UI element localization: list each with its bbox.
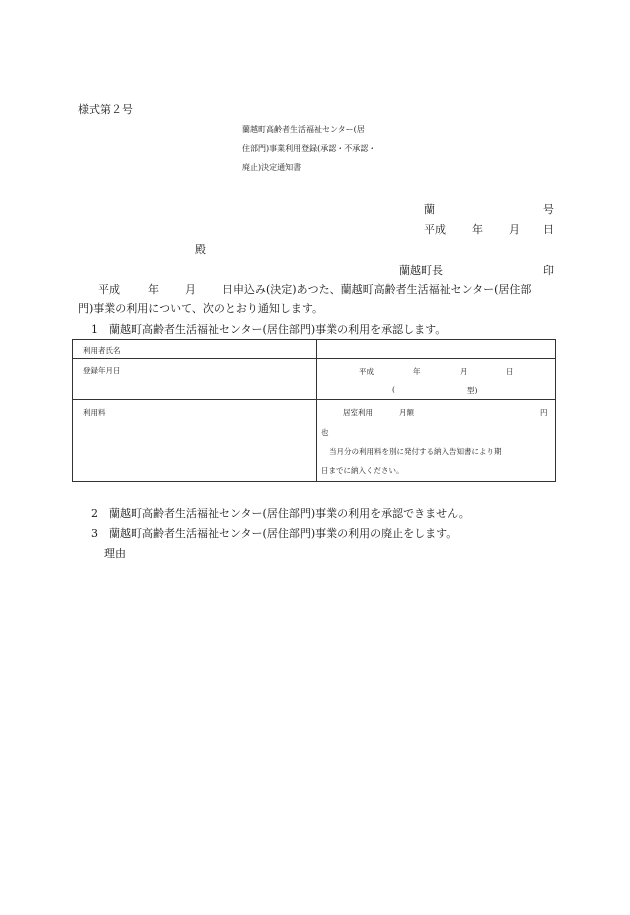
- ref-suffix: 号: [543, 203, 554, 216]
- table-fee-note1: 当月分の利用料を別に発付する納入告知書により期: [329, 447, 502, 456]
- table-divider-row2: [73, 399, 555, 400]
- table-fee-monthly: 月額: [399, 408, 414, 417]
- body-line1-rest: 日申込み(決定)あつた、蘭越町高齢者生活福祉センター(居住部: [222, 283, 532, 296]
- table-divider-vertical: [316, 340, 317, 481]
- doc-title-line2: 住部門)事業利用登録(承認・不承認・: [242, 144, 377, 153]
- form-number: 様式第２号: [78, 103, 133, 116]
- table-date-year: 年: [413, 367, 421, 376]
- fee-table: [72, 339, 556, 482]
- table-label-date: 登録年月日: [83, 366, 121, 375]
- table-fee-yen: 円: [540, 408, 548, 417]
- header-month: 月: [509, 223, 520, 236]
- item-3: 3 蘭越町高齢者生活福祉センター(居住部門)事業の利用の廃止をします。: [91, 527, 458, 540]
- table-divider-row1: [73, 358, 555, 359]
- body-era: 平成: [98, 283, 120, 296]
- table-date-era: 平成: [359, 367, 374, 376]
- table-date-day: 日: [506, 367, 514, 376]
- body-line2: 門)事業の利用について、次のとおり通知します。: [78, 302, 323, 315]
- body-year: 年: [148, 283, 159, 296]
- table-fee-room: 居室利用: [343, 408, 373, 417]
- table-date-month: 月: [460, 367, 468, 376]
- table-label-fee: 利用料: [83, 408, 106, 417]
- reason-label: 理由: [104, 547, 126, 560]
- ref-prefix: 蘭: [424, 203, 435, 216]
- doc-title-line3: 廃止)決定通知書: [242, 163, 302, 172]
- table-type-open: (: [392, 385, 395, 394]
- table-label-name: 利用者氏名: [83, 346, 121, 355]
- header-day: 日: [543, 223, 554, 236]
- table-fee-note2: 日までに納入ください。: [321, 466, 404, 475]
- doc-title-line1: 蘭越町高齢者生活福祉センター(居: [242, 125, 365, 134]
- issuer-seal: 印: [543, 264, 554, 277]
- table-type-close: 型): [467, 386, 478, 395]
- item-1: 1 蘭越町高齢者生活福祉センター(居住部門)事業の利用を承認します。: [91, 323, 447, 336]
- header-year: 年: [472, 223, 483, 236]
- addressee-suffix: 殿: [195, 243, 206, 256]
- issuer-name: 蘭越町長: [399, 264, 443, 277]
- body-month: 月: [185, 283, 196, 296]
- table-fee-nari: 也: [321, 428, 329, 437]
- header-era: 平成: [424, 223, 446, 236]
- item-2: 2 蘭越町高齢者生活福祉センター(居住部門)事業の利用を承認できません。: [91, 507, 470, 520]
